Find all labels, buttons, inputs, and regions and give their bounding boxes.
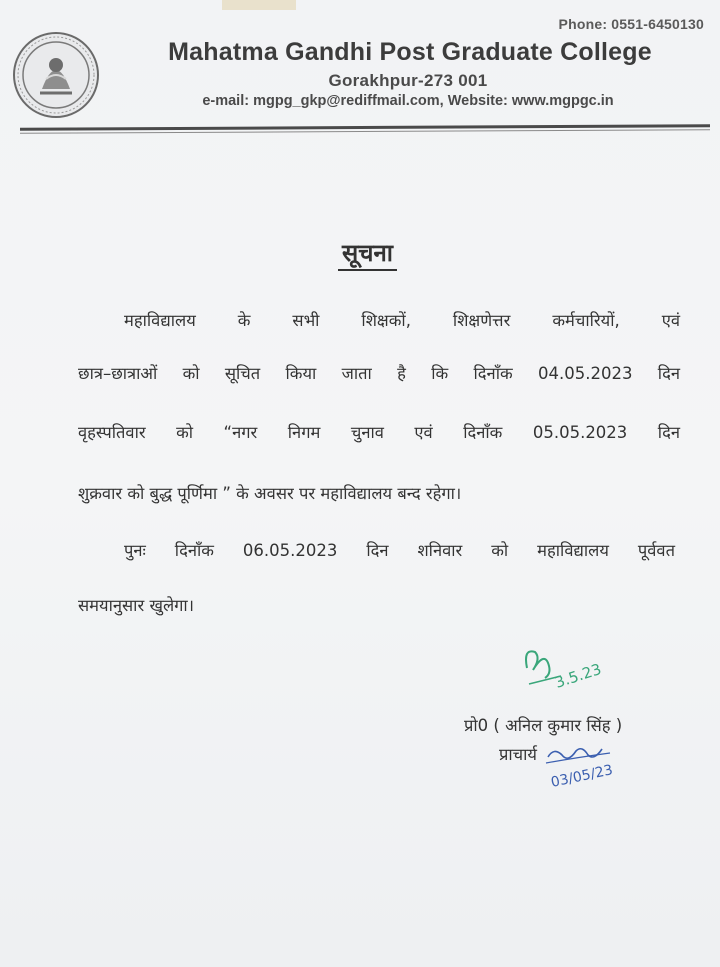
college-contact: e-mail: mgpg_gkp@rediffmail.com, Website: www.mgpgc.in — [202, 93, 614, 109]
college-address: Gorakhpur-273 001 — [328, 71, 488, 90]
notice-line: छात्र–छात्राओं को सूचित किया जाता है कि दिनाँक 04.05.2023 दिन — [78, 364, 680, 383]
approval-signature — [505, 640, 625, 710]
notice-line: पुनः दिनाँक 06.05.2023 दिन शनिवार को महाविद्यालय पूर्ववत — [124, 541, 675, 560]
principal-signature — [540, 735, 650, 795]
notice-title — [0, 236, 720, 269]
tape-strip — [222, 0, 296, 10]
notice-line: महाविद्यालय के सभी शिक्षकों, शिक्षणेत्तर कर्मचारियों, एवं — [124, 311, 680, 330]
notice-line: समयानुसार खुलेगा। — [78, 596, 194, 615]
approval-date: 3.5.23 — [552, 659, 604, 692]
phone-number: Phone: 0551-6450130 — [558, 16, 704, 32]
notice-line: शुक्रवार को बुद्ध पूर्णिमा ” के अवसर पर महाविद्यालय बन्द रहेगा। — [78, 484, 462, 503]
college-name: Mahatma Gandhi Post Graduate College — [168, 38, 652, 66]
signatory-designation: प्राचार्य — [499, 745, 537, 764]
notice-title-text: सूचना — [338, 239, 397, 271]
signatory-name: प्रो0 ( अनिल कुमार सिंह ) — [464, 716, 623, 735]
notice-line: वृहस्पतिवार को “नगर निगम चुनाव एवं दिनाँक 05.05.2023 दिन — [78, 423, 680, 442]
signed-date: 03/05/23 — [549, 762, 615, 791]
